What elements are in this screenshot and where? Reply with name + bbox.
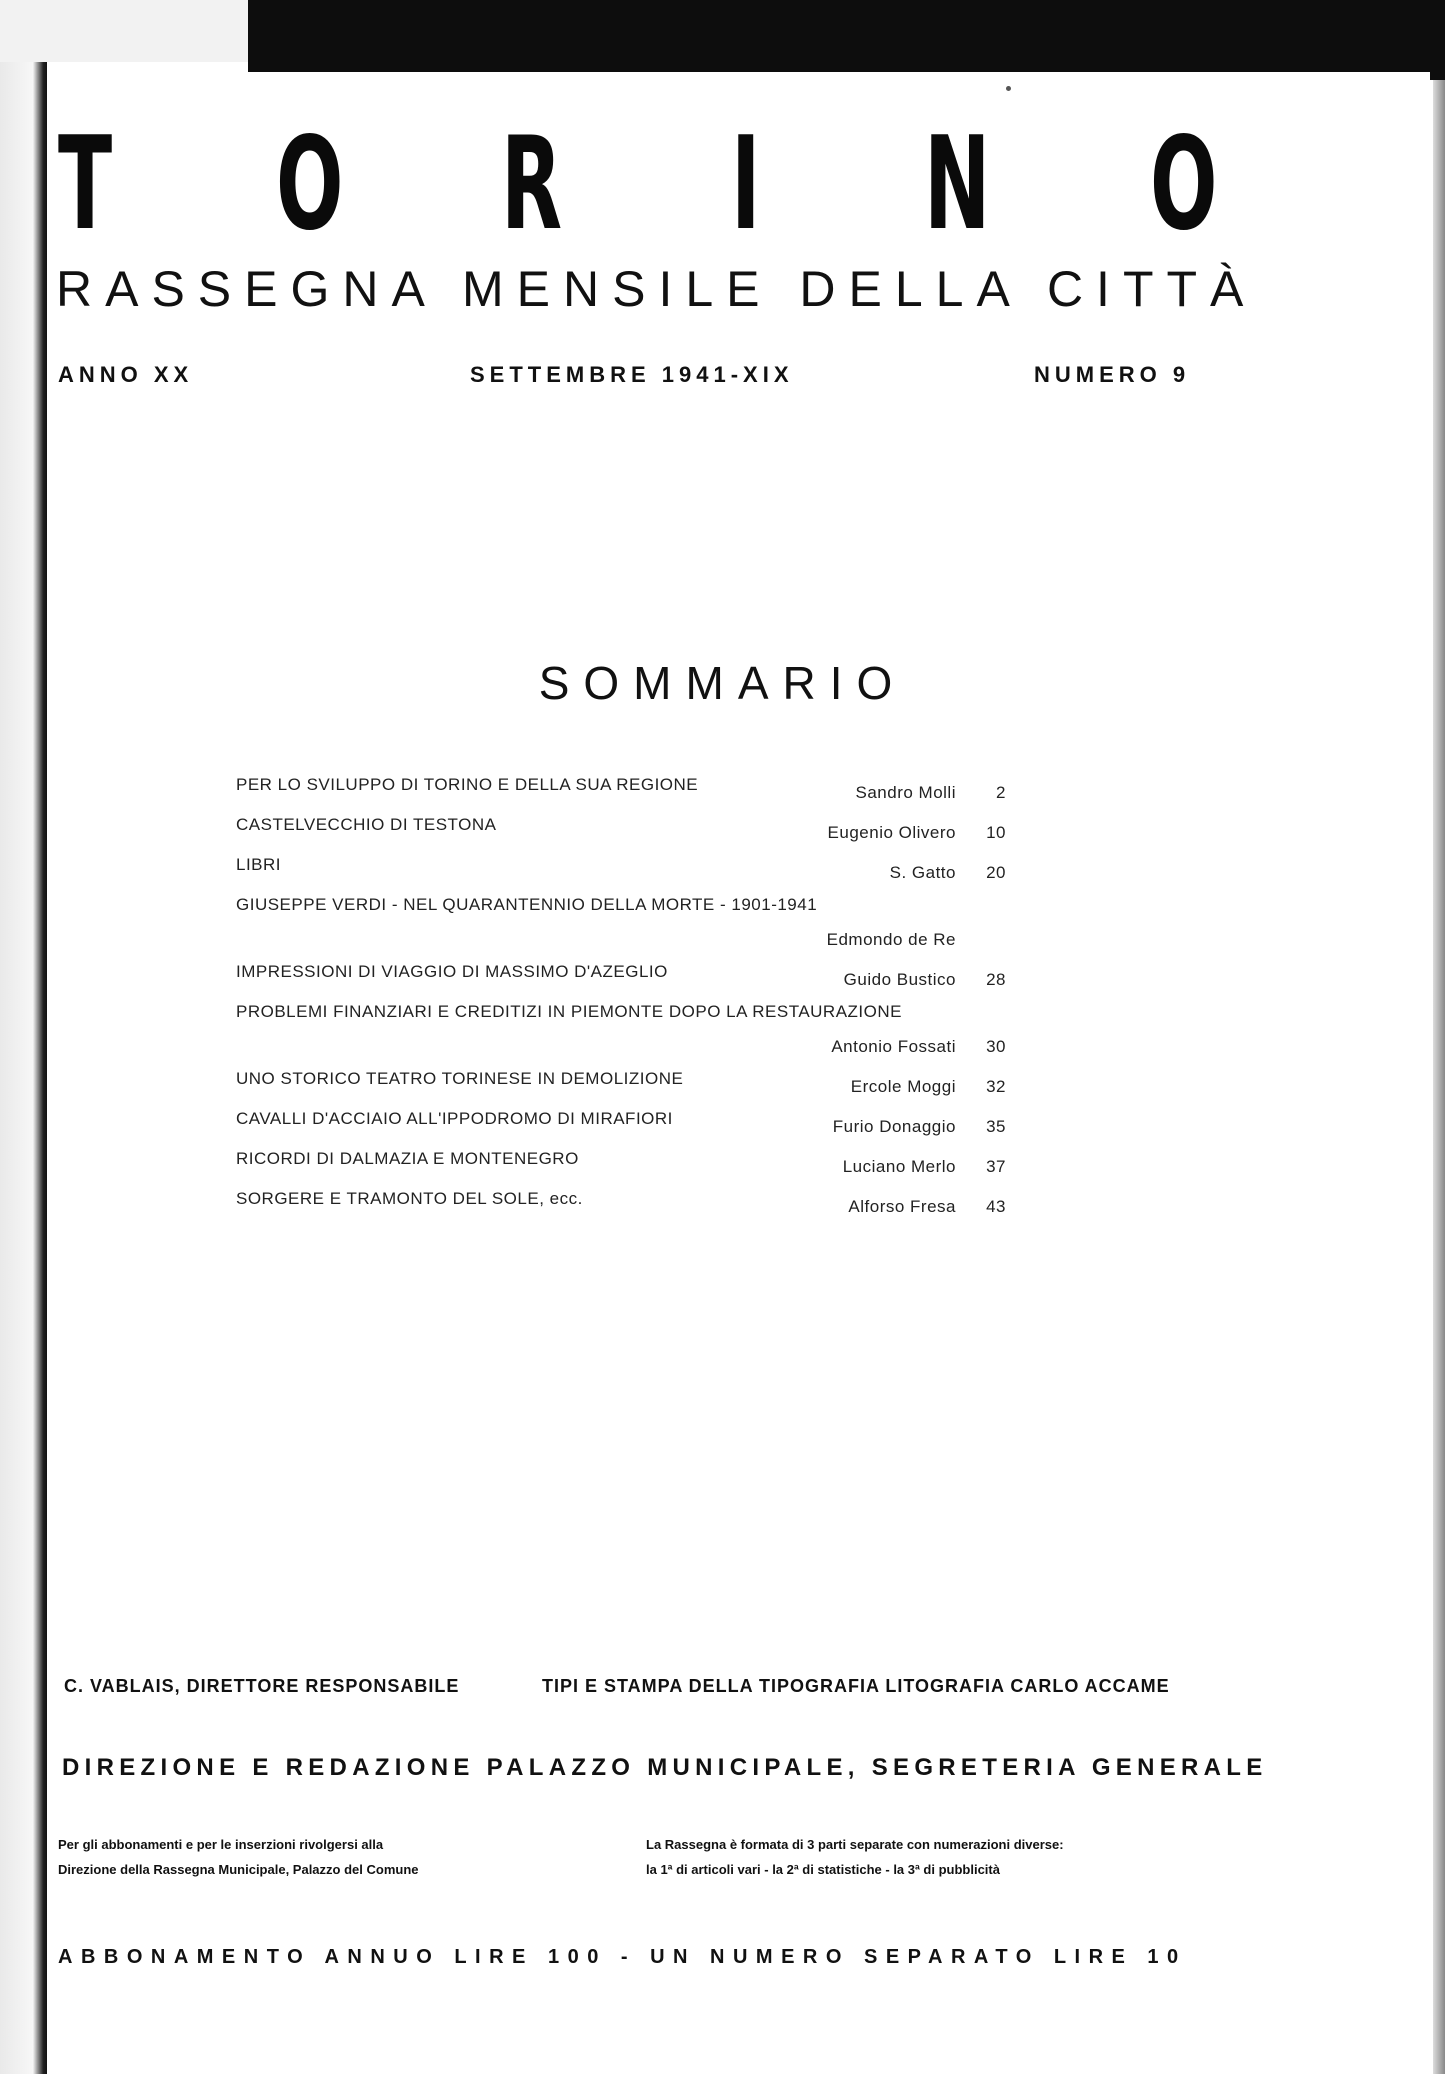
title-letter: I bbox=[731, 110, 761, 259]
toc-page: 20 bbox=[986, 863, 1006, 882]
toc-entry bbox=[236, 1189, 1016, 1229]
toc-title: PROBLEMI FINANZIARI E CREDITIZI IN PIEMONTE DOPO LA RESTAURAZIONE bbox=[236, 1002, 902, 1021]
toc-title: CAVALLI D'ACCIAIO ALL'IPPODROMO DI MIRAFIORI bbox=[236, 1109, 673, 1128]
toc-author: Ercole Moggi bbox=[850, 1077, 956, 1096]
toc-entry bbox=[236, 775, 1016, 815]
printer-credit: TIPI E STAMPA DELLA TIPOGRAFIA LITOGRAFIA CARLO ACCAME bbox=[542, 1676, 1170, 1696]
toc-author: Eugenio Olivero bbox=[827, 823, 956, 842]
toc-author: S. Gatto bbox=[889, 863, 956, 882]
toc-page: 32 bbox=[986, 1077, 1006, 1096]
masthead-subtitle: RASSEGNA MENSILE DELLA CITTÀ bbox=[56, 261, 1257, 317]
title-letter: R bbox=[501, 110, 563, 259]
subscription-note bbox=[58, 1832, 418, 1882]
toc-page: 43 bbox=[986, 1197, 1006, 1216]
toc-title: CASTELVECCHIO DI TESTONA bbox=[236, 815, 497, 834]
toc-entry bbox=[236, 962, 1016, 1002]
toc-author: Alforso Fresa bbox=[848, 1197, 956, 1216]
issue-number: NUMERO 9 bbox=[1034, 362, 1191, 387]
toc-entry bbox=[236, 815, 1016, 855]
toc-page: 28 bbox=[986, 970, 1006, 989]
issue-date: SETTEMBRE 1941-XIX bbox=[470, 362, 794, 387]
toc-page: 2 bbox=[996, 783, 1006, 802]
title-letter: O bbox=[276, 110, 344, 259]
toc-entry bbox=[236, 1069, 1016, 1109]
note-line: Per gli abbonamenti e per le inserzioni rivolgersi alla bbox=[58, 1837, 384, 1852]
direction-address: DIREZIONE E REDAZIONE PALAZZO MUNICIPALE, SEGRETERIA GENERALE bbox=[62, 1754, 1268, 1781]
toc-title: PER LO SVILUPPO DI TORINO E DELLA SUA REGIONE bbox=[236, 775, 699, 794]
structure-note bbox=[646, 1832, 1064, 1882]
toc-entry bbox=[236, 1109, 1016, 1149]
toc-author: Furio Donaggio bbox=[832, 1117, 956, 1136]
toc-title: GIUSEPPE VERDI - NEL QUARANTENNIO DELLA MORTE - 1901-1941 bbox=[236, 895, 818, 914]
toc-page: 10 bbox=[986, 823, 1006, 842]
toc-title: RICORDI DI DALMAZIA E MONTENEGRO bbox=[236, 1149, 579, 1168]
director-credit: C. VABLAIS, DIRETTORE RESPONSABILE bbox=[64, 1676, 460, 1696]
note-line: Direzione della Rassegna Municipale, Palazzo del Comune bbox=[58, 1862, 419, 1877]
note-line: La Rassegna è formata di 3 parti separate con numerazioni diverse: bbox=[646, 1837, 1064, 1852]
year-label: ANNO XX bbox=[58, 362, 194, 387]
toc-entry bbox=[236, 855, 1016, 895]
title-letter: O bbox=[1150, 110, 1218, 259]
toc-title: UNO STORICO TEATRO TORINESE IN DEMOLIZIONE bbox=[236, 1069, 684, 1088]
note-line: la 1ª di articoli vari - la 2ª di statistiche - la 3ª di pubblicità bbox=[646, 1862, 1000, 1877]
ink-speck bbox=[1006, 86, 1011, 91]
title-letter: N bbox=[924, 110, 991, 259]
masthead-title bbox=[58, 110, 1218, 259]
scan-border-top bbox=[248, 0, 1445, 80]
table-of-contents bbox=[236, 775, 1016, 1229]
scan-margin-top bbox=[0, 0, 248, 62]
toc-title: IMPRESSIONI DI VIAGGIO DI MASSIMO D'AZEGLIO bbox=[236, 962, 668, 981]
scan-border-left bbox=[0, 62, 47, 2074]
toc-page: 37 bbox=[986, 1157, 1006, 1176]
scan-border-right bbox=[1433, 80, 1445, 2074]
toc-title: SORGERE E TRAMONTO DEL SOLE, ecc. bbox=[236, 1189, 583, 1208]
toc-entry bbox=[236, 1002, 1016, 1069]
toc-page: 30 bbox=[986, 1037, 1006, 1056]
toc-page: 35 bbox=[986, 1117, 1006, 1136]
toc-author: Antonio Fossati bbox=[831, 1037, 956, 1056]
subscription-price: ABBONAMENTO ANNUO LIRE 100 - UN NUMERO SEPARATO LIRE 10 bbox=[58, 1946, 1187, 1968]
toc-title: LIBRI bbox=[236, 855, 282, 874]
toc-author: Sandro Molli bbox=[855, 783, 956, 802]
toc-author: Edmondo de Re bbox=[826, 930, 956, 949]
toc-author: Guido Bustico bbox=[843, 970, 956, 989]
toc-entry bbox=[236, 895, 1016, 962]
title-letter: T bbox=[58, 110, 113, 259]
toc-entry bbox=[236, 1149, 1016, 1189]
toc-author: Luciano Merlo bbox=[842, 1157, 956, 1176]
sommario-heading: SOMMARIO bbox=[538, 657, 907, 709]
